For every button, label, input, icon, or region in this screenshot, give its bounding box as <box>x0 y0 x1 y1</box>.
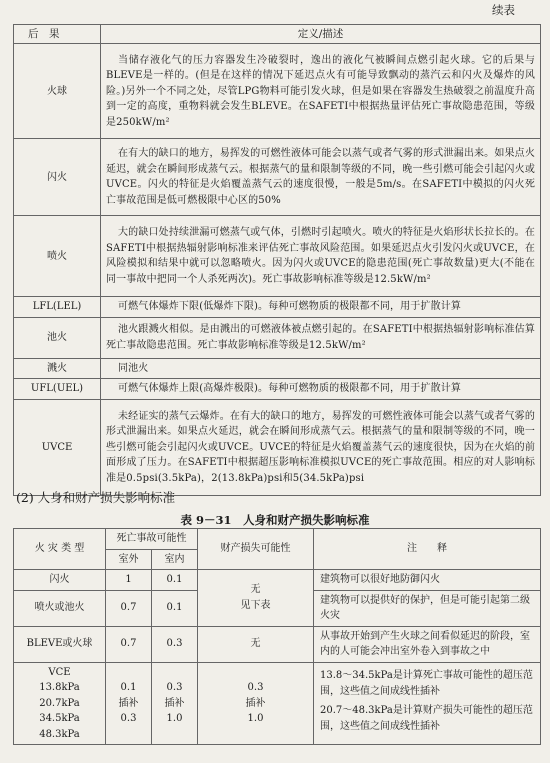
outdoor-cell: 0.7 <box>106 626 152 662</box>
vce-pressure: 48.3kPa <box>39 728 80 740</box>
table-row <box>14 317 541 358</box>
table-row <box>14 216 541 297</box>
property-none: 无 <box>250 584 261 596</box>
definition-cell: 未经证实的蒸气云爆炸。在有大的缺口的地方，易挥发的可燃性液体可能会以蒸气或者气雾的形式泄漏出来。如果点火延迟，就会在瞬间形成蒸气云。根据蒸气的量和限制等级的不同，晚一些引燃可能会引起闪火或UVCE。UVCE的特征是火焰覆盖蒸气云的速度很快，因为在火焰的前面形成了压力。在SAFETI中根据超压影响标准模拟UVCE的死亡事故范围。相应的对人影响标准是0.5psi(3.5kPa)，2(13.8kPa)psi和5(34.5kPa)psi <box>101 399 541 495</box>
fire-type-cell: 闪火 <box>14 570 106 591</box>
definition-cell: 当储存液化气的压力容器发生冷破裂时，逸出的液化气被瞬间点燃引起火球。它的后果与BLEVE是一样的。(但是在这样的情况下延迟点火有可能导致飘动的蒸汽云和闪火及爆炸的风险。)另外一个不同之处，尽管LPG物料可能引发火球，但是如果在容器发生热破裂之前温度升高到一定的高度，重物料就会发生BLEVE。在SAFETI中根据热量评估死亡事故隐患范围，等级是250kW/m² <box>101 44 541 139</box>
header-definition: 定义/描述 <box>101 25 541 44</box>
consequence-definition-table <box>13 24 541 496</box>
header-property-loss: 财产损失可能性 <box>198 529 314 570</box>
term-cell: 火球 <box>14 44 101 139</box>
table-row <box>14 379 541 400</box>
fire-type-cell: 喷火或池火 <box>14 590 106 626</box>
vce-pressure: 20.7kPa <box>39 697 80 709</box>
indoor-cell: 0.1 <box>152 570 198 591</box>
loss-criteria-table <box>13 528 541 745</box>
table-header-row <box>14 529 541 550</box>
term-cell: 闪火 <box>14 139 101 216</box>
vce-indoor-cell <box>152 662 198 745</box>
vce-type-cell <box>14 662 106 745</box>
definition-cell: 可燃气体爆炸下限(低爆炸下限)。每种可燃物质的极限都不同，用于扩散计算 <box>101 297 541 318</box>
note-cell: 建筑物可以提供好的保护，但是可能引起第二级火灾 <box>314 590 541 626</box>
header-notes: 注 释 <box>314 529 541 570</box>
table-caption: 表 9－31 人身和财产损失影响标准 <box>180 513 370 527</box>
definition-cell: 在有大的缺口的地方，易挥发的可燃性液体可能会以蒸气或者气雾的形式泄漏出来。如果点火延迟，就会在瞬间形成蒸气云。根据蒸气的量和限制等级的不同，晚一些引燃可能会引起闪火或UVCE。闪火的特征是火焰覆盖蒸气云的速度很慢，一般是5m/s。在SAFETI中模拟的闪火死亡事故范围是低可燃极限中心区的50% <box>101 139 541 216</box>
indoor-cell: 0.1 <box>152 590 198 626</box>
table-row <box>14 358 541 379</box>
table-row <box>14 626 541 662</box>
vce-outdoor-value: 插补 <box>118 697 139 709</box>
table-row <box>14 570 541 591</box>
outdoor-cell: 0.7 <box>106 590 152 626</box>
vce-indoor-value: 1.0 <box>166 713 183 724</box>
property-see-below: 见下表 <box>240 599 271 611</box>
header-term: 后 果 <box>14 25 101 44</box>
term-cell: UVCE <box>14 399 101 495</box>
continued-label: 续表 <box>492 3 515 17</box>
vce-indoor-value: 插补 <box>164 697 185 709</box>
table-row <box>14 139 541 216</box>
vce-outdoor-value: 0.1 <box>120 682 137 693</box>
vce-pressure: 34.5kPa <box>39 713 80 724</box>
vce-outdoor-cell <box>106 662 152 745</box>
term-cell: 喷火 <box>14 216 101 297</box>
vce-note: 13.8～34.5kPa是计算死亡事故可能性的超压范围，这些值之间成线性插补 <box>320 670 533 697</box>
indoor-cell: 0.3 <box>152 626 198 662</box>
vce-indoor-value: 0.3 <box>166 682 183 693</box>
vce-notes-cell <box>314 662 541 745</box>
note-cell: 从事故开始到产生火球之间看似延迟的阶段，室内的人可能会冲出室外卷入到事故之中 <box>314 626 541 662</box>
table-row <box>14 399 541 495</box>
vce-label: VCE <box>48 666 71 678</box>
definition-cell: 可燃气体爆炸上限(高爆炸极限)。每种可燃物质的极限都不同，用于扩散计算 <box>101 379 541 400</box>
vce-property-value: 0.3 <box>247 682 264 693</box>
header-outdoor: 室外 <box>106 549 152 570</box>
note-cell: 建筑物可以很好地防御闪火 <box>314 570 541 591</box>
header-death-probability: 死亡事故可能性 <box>106 529 198 550</box>
vce-pressure: 13.8kPa <box>39 682 80 693</box>
vce-property-cell <box>198 662 314 745</box>
term-cell: 溅火 <box>14 358 101 379</box>
outdoor-cell: 1 <box>106 570 152 591</box>
vce-note: 20.7～48.3kPa是计算财产损失可能性的超压范围，这些值之间成线性插补 <box>320 705 533 732</box>
property-cell-merged <box>198 570 314 627</box>
header-indoor: 室内 <box>152 549 198 570</box>
table-row-vce <box>14 662 541 745</box>
term-cell: LFL(LEL) <box>14 297 101 318</box>
section-heading: (2) 人身和财产损失影响标准 <box>16 490 176 505</box>
property-cell: 无 <box>198 626 314 662</box>
definition-cell: 大的缺口处持续泄漏可燃蒸气或气体，引燃时引起喷火。喷火的特征是火焰形状长拉长的。在SAFETI中根据热辐射影响标准来评估死亡事故风险范围。如果延迟点火引发闪火或UVCE，在风险模拟和结果中就可以忽略喷火。因为闪火或UVCE的隐患范围(死亡事故数量)更大(不能在同一事故中把同一个人杀死两次)。死亡事故影响标准等级是12.5kW/m² <box>101 216 541 297</box>
fire-type-cell: BLEVE或火球 <box>14 626 106 662</box>
term-cell: UFL(UEL) <box>14 379 101 400</box>
table-header-row <box>14 25 541 44</box>
vce-outdoor-value: 0.3 <box>120 713 137 724</box>
vce-property-value: 1.0 <box>247 713 264 724</box>
table-row <box>14 297 541 318</box>
term-cell: 池火 <box>14 317 101 358</box>
vce-property-value: 插补 <box>245 697 266 709</box>
definition-cell: 池火跟溅火相似。是由溅出的可燃液体被点燃引起的。在SAFETI中根据热辐射影响标准估算死亡事故隐患范围。死亡事故影响标准等级是12.5kW/m² <box>101 317 541 358</box>
header-fire-type: 火 灾 类 型 <box>14 529 106 570</box>
table-row <box>14 44 541 139</box>
definition-cell: 同池火 <box>101 358 541 379</box>
